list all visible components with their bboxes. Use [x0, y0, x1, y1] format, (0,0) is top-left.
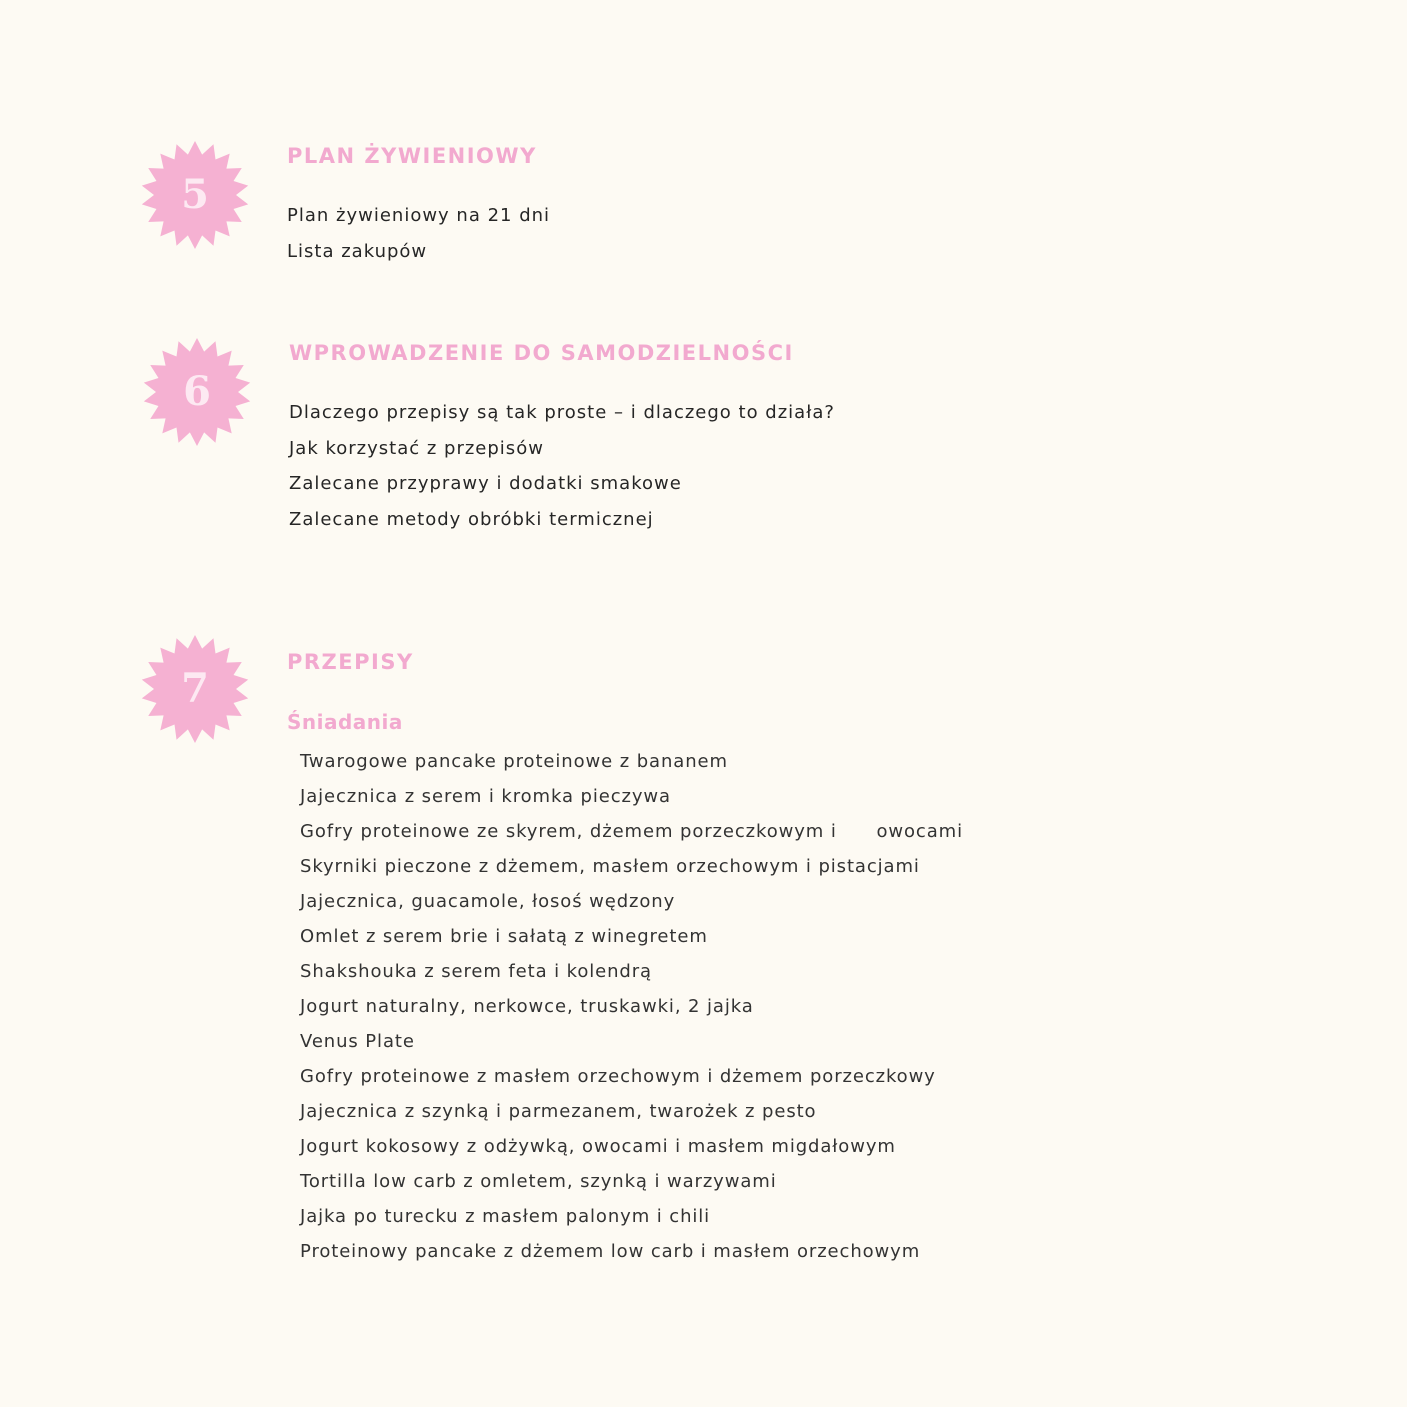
recipe-item: Skyrniki pieczone z dżemem, masłem orzechowym i pistacjami	[300, 856, 920, 877]
recipe-item: Omlet z serem brie i sałatą z winegretem	[300, 926, 708, 947]
list-item: Plan żywieniowy na 21 dni	[287, 205, 551, 226]
recipe-item: Jogurt naturalny, nerkowce, truskawki, 2 jajka	[300, 996, 754, 1017]
list-item: Jak korzystać z przepisów	[289, 437, 544, 459]
section-title-recipes: PRZEPISY	[287, 650, 414, 674]
section-title-intro: WPROWADZENIE DO SAMODZIELNOŚCI	[289, 341, 794, 365]
recipe-item: Gofry proteinowe ze skyrem, dżemem porzeczkowym i owocami	[300, 821, 963, 842]
section-number: 6	[183, 368, 211, 415]
list-item: Dlaczego przepisy są tak proste – i dlaczego to działa?	[289, 402, 835, 423]
recipe-item: Jajecznica z szynką i parmezanem, twarożek z pesto	[300, 1101, 817, 1122]
recipe-item: Twarogowe pancake proteinowe z bananem	[300, 751, 728, 772]
recipe-item: Shakshouka z serem feta i kolendrą	[300, 961, 652, 982]
recipe-item: Jajecznica, guacamole, łosoś wędzony	[300, 891, 676, 912]
recipe-item: Jajka po turecku z masłem palonym i chili	[300, 1206, 711, 1227]
section-6-list	[289, 395, 835, 537]
list-item: Zalecane metody obróbki termicznej	[289, 508, 654, 530]
recipe-item: Tortilla low carb z omletem, szynką i warzywami	[300, 1171, 777, 1192]
section-5-badge	[140, 140, 250, 250]
list-item: Zalecane przyprawy i dodatki smakowe	[289, 473, 682, 494]
list-item: Lista zakupów	[287, 240, 428, 262]
section-5-list	[287, 198, 550, 269]
section-7-badge	[140, 634, 250, 744]
section-6-badge	[142, 337, 252, 447]
recipe-item: Venus Plate	[300, 1031, 415, 1052]
recipe-item: Jajecznica z serem i kromka pieczywa	[300, 786, 671, 807]
breakfast-recipe-list	[300, 744, 963, 1269]
recipe-item: Gofry proteinowe z masłem orzechowym i dżemem porzeczkowy	[300, 1066, 936, 1087]
section-number: 7	[181, 665, 209, 712]
section-title-plan: PLAN ŻYWIENIOWY	[287, 144, 537, 168]
subheading-breakfasts: Śniadania	[287, 710, 403, 734]
section-number: 5	[181, 171, 209, 218]
recipe-item: Proteinowy pancake z dżemem low carb i masłem orzechowym	[300, 1241, 921, 1262]
recipe-item: Jogurt kokosowy z odżywką, owocami i masłem migdałowym	[300, 1136, 896, 1157]
